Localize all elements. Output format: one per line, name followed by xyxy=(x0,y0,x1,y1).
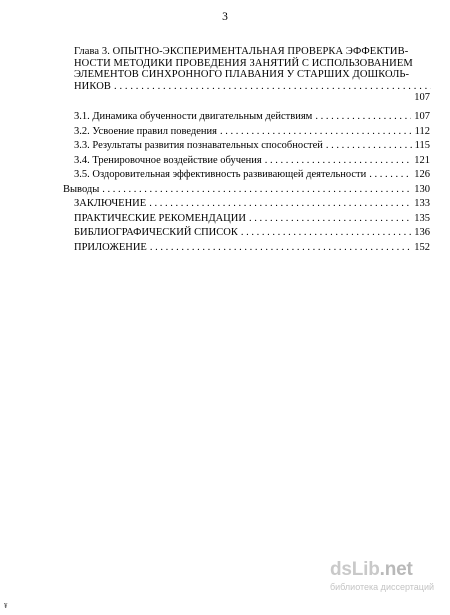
toc-entry-page: 126 xyxy=(414,169,430,180)
toc-entry-label: ПРАКТИЧЕСКИЕ РЕКОМЕНДАЦИИ xyxy=(74,213,246,224)
toc-entry xyxy=(74,169,430,180)
dot-leader xyxy=(220,126,412,137)
chapter-heading-line: НИКОВ xyxy=(74,80,111,92)
toc-entry xyxy=(74,198,430,209)
dot-leader xyxy=(114,81,431,93)
toc-entry-page: 107 xyxy=(414,111,430,122)
watermark-logo-main: dsLib xyxy=(330,559,380,580)
toc-entry-page: 136 xyxy=(414,227,430,238)
toc-entry-label: 3.4. Тренировочное воздействие обучения xyxy=(74,155,262,166)
chapter-heading-line: ЭЛЕМЕНТОВ СИНХРОННОГО ПЛАВАНИЯ У СТАРШИХ ДОШКОЛЬ- xyxy=(74,69,410,80)
chapter-heading xyxy=(74,46,434,92)
toc-entry xyxy=(74,155,430,166)
toc-entry-label: ПРИЛОЖЕНИЕ xyxy=(74,242,147,253)
dot-leader xyxy=(102,184,411,195)
dot-leader xyxy=(265,155,412,166)
watermark-logo xyxy=(330,560,448,580)
toc-entry-page: 115 xyxy=(414,140,430,151)
toc-entry xyxy=(74,213,430,224)
toc-entry-label: 3.2. Усвоение правил поведения xyxy=(74,126,217,137)
toc-entry xyxy=(74,227,430,238)
toc-entry xyxy=(74,242,430,253)
toc-entry-label: ЗАКЛЮЧЕНИЕ xyxy=(74,198,147,209)
toc-entry-page: 130 xyxy=(414,184,430,195)
dot-leader xyxy=(369,169,411,180)
chapter-heading-line: НОСТИ МЕТОДИКИ ПРОВЕДЕНИЯ ЗАНЯТИЙ С ИСПОЛЬЗОВАНИЕМ xyxy=(74,57,413,69)
toc-entry-page: 121 xyxy=(414,155,430,166)
toc-entry-page: 112 xyxy=(414,126,430,137)
dot-leader xyxy=(150,242,411,253)
watermark xyxy=(330,560,448,592)
scan-corner-mark: ¥ xyxy=(4,602,8,610)
toc-entry-label: 3.5. Оздоровительная эффективность развивающей деятельности xyxy=(74,169,367,180)
chapter-heading-last-line xyxy=(74,81,434,93)
toc-entry xyxy=(74,140,430,151)
toc-entry-page: 135 xyxy=(414,213,430,224)
page-number: 3 xyxy=(222,11,228,23)
toc-entry-label: 3.3. Результаты развития познавательных способностей xyxy=(74,140,323,151)
toc-entry xyxy=(74,126,430,137)
toc-entry-page: 152 xyxy=(414,242,430,253)
toc-entry xyxy=(74,111,430,122)
watermark-logo-tld: .net xyxy=(379,559,413,580)
chapter-heading-line: Глава 3. ОПЫТНО-ЭКСПЕРИМЕНТАЛЬНАЯ ПРОВЕРКА ЭФФЕКТИВ- xyxy=(74,46,409,57)
dot-leader xyxy=(249,213,411,224)
chapter-page-number: 107 xyxy=(414,92,430,103)
dot-leader xyxy=(149,198,411,209)
toc-entry-label: 3.1. Динамика обученности двигательным действиям xyxy=(74,111,313,122)
toc-entry xyxy=(63,184,430,195)
dot-leader xyxy=(326,140,412,151)
watermark-subtitle: библиотека диссертаций xyxy=(330,582,435,592)
dot-leader xyxy=(315,111,411,122)
dot-leader xyxy=(241,227,411,238)
toc-entry-label: БИБЛИОГРАФИЧЕСКИЙ СПИСОК xyxy=(74,227,238,238)
toc-entry-page: 133 xyxy=(414,198,430,209)
toc-entry-label: Выводы xyxy=(63,184,100,195)
